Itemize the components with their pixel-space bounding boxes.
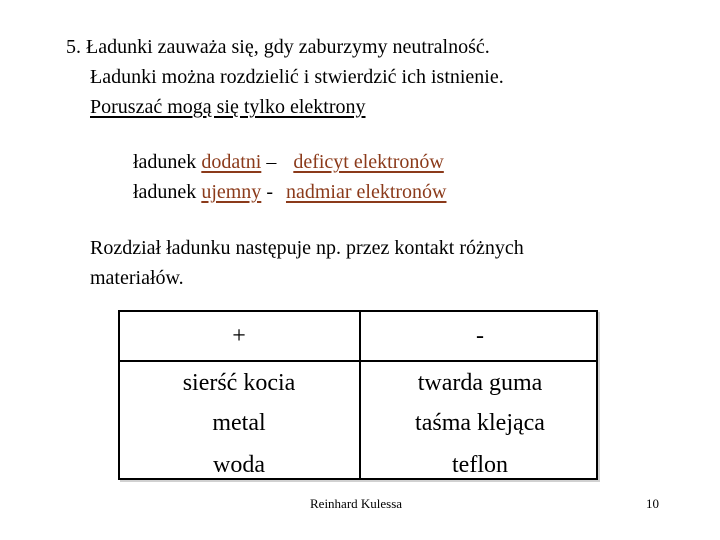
positive-item: metal (212, 410, 266, 436)
separation-line-1: Rozdział ładunku następuje np. przez kontakt różnych (90, 237, 524, 259)
intro-line-3: Poruszać mogą się tylko elektrony (90, 96, 366, 118)
negative-charge-prefix: ładunek (133, 181, 202, 203)
header-positive: + (232, 323, 246, 349)
negative-item: teflon (452, 452, 508, 478)
intro-line-1: 5. Ładunki zauważa się, gdy zaburzymy neutralność. (66, 36, 490, 58)
positive-item: woda (213, 452, 265, 478)
positive-charge-term: dodatni (201, 151, 262, 173)
negative-charge-line (133, 180, 446, 204)
positive-item: sierść kocia (182, 370, 296, 396)
triboelectric-table (118, 310, 598, 480)
positive-charge-line (133, 150, 444, 174)
separation-line-2: materiałów. (90, 267, 184, 289)
negative-charge-meaning: nadmiar elektronów (285, 181, 447, 203)
header-negative: - (476, 323, 484, 349)
negative-item: taśma klejąca (415, 410, 545, 436)
negative-charge-term: ujemny (201, 181, 262, 203)
intro-line-2: Ładunki można rozdzielić i stwierdzić ich istnienie. (90, 66, 504, 88)
positive-charge-meaning: deficyt elektronów (293, 151, 444, 173)
table-header-divider (120, 360, 596, 362)
positive-charge-separator: – (261, 151, 282, 173)
negative-item: twarda guma (417, 370, 543, 396)
page-number: 10 (646, 496, 659, 511)
negative-charge-separator: - (261, 181, 278, 203)
footer-author: Reinhard Kulessa (310, 496, 403, 511)
positive-charge-prefix: ładunek (133, 151, 202, 173)
